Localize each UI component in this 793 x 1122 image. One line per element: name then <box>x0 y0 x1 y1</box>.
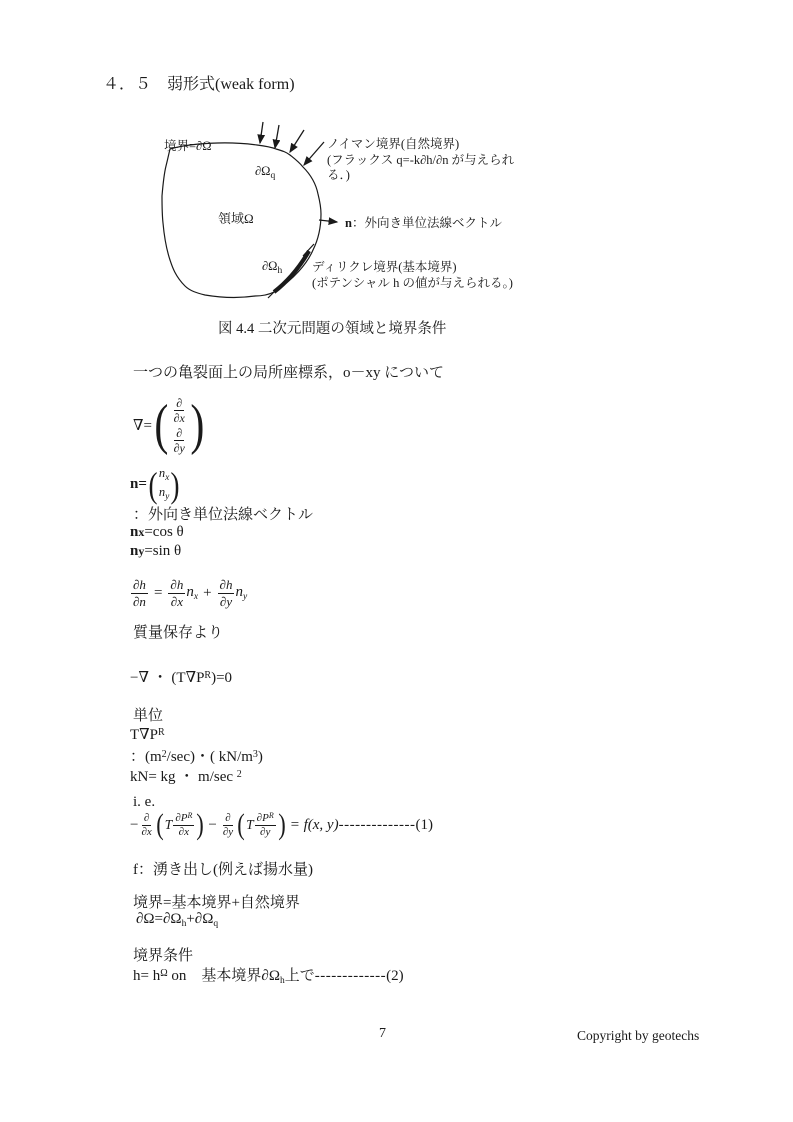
n-column: $n_x$ $n_y$ <box>158 466 170 502</box>
section-title: ４．５ 弱形式(weak form) <box>103 76 295 93</box>
right-paren: ) <box>277 808 286 842</box>
neumann-line1: ノイマン境界(自然境界) <box>327 137 460 151</box>
flux-arrow-4 <box>304 142 324 165</box>
omega-h-label: $\partial\Omega_h$ <box>262 259 283 276</box>
intro-line: 一つの亀裂面上の局所座標系，o－xy について <box>133 365 444 381</box>
normal-vector-equation: n= ( $n_x$ $n_y$ ) <box>130 464 180 505</box>
right-paren: ) <box>190 393 205 456</box>
leader-dots: ------------- <box>314 968 387 984</box>
figure-caption: 図 4.4 二次元問題の領域と境界条件 <box>218 321 447 337</box>
mass-conservation-note: 質量保存より <box>133 625 224 641</box>
unit-expression: $T\nabla P^R$ <box>130 727 165 743</box>
neumann-line3: る．) <box>327 168 350 182</box>
copyright-notice: Copyright by geotechs <box>577 1028 700 1043</box>
unit-line-1: ：$(m^2/\sec)$・( $kN/m^3$) <box>130 749 263 765</box>
f-definition: f：湧き出し(例えば揚水量) <box>133 862 313 878</box>
bc-equation-2: $h= h^\Omega$ on 基本境界$\partial\Omega_h$上で-------------(2) <box>133 968 404 986</box>
equation-number: (1) <box>415 816 434 833</box>
flux-arrow-3 <box>290 130 304 152</box>
equation-number: (2) <box>386 968 404 984</box>
ie-label: i. e. <box>133 794 156 810</box>
flux-arrow-2 <box>275 125 279 148</box>
left-paren: ( <box>148 464 158 505</box>
domain-label: 領域Ω <box>218 211 254 226</box>
unit-header: 単位 <box>133 708 164 724</box>
normal-vector-label: n：外向き単位法線ベクトル <box>345 216 502 230</box>
boundary-equation: $\partial\Omega=\partial\Omega_h+\partial\Omega_q$ <box>136 911 219 929</box>
right-paren: ) <box>170 464 180 505</box>
right-paren: ) <box>196 808 205 842</box>
nx-line: nx=cos θ <box>130 524 184 540</box>
boundary-label: 境界=∂Ω <box>164 139 212 153</box>
leader-dots: -------------- <box>338 816 416 833</box>
dirichlet-line1: ディリクレ境界(基本境界) <box>312 260 457 274</box>
bc-header: 境界条件 <box>133 948 194 964</box>
left-paren: ( <box>154 393 169 456</box>
page-number: 7 <box>379 1026 386 1041</box>
normal-vector-arrow <box>319 220 337 222</box>
governing-equation-1: − $\frac{\partial}{\partial x}$ ( T $\frac{\partial P^R}{\partial x}$ ) − $\frac{\partial}{\partial y}$ ( T $\frac{\partial P^R}{\partial y}$ ) = f(x, y) -------------- (1) <box>130 808 434 842</box>
nabla-equation: ∇= ( $\frac{\partial}{\partial x}$ $\frac{\partial}{\partial y}$ ) <box>133 393 205 456</box>
nabla-column: $\frac{\partial}{\partial x}$ $\frac{\partial}{\partial y}$ <box>173 396 185 456</box>
ny-line: ny=sin θ <box>130 543 182 559</box>
left-paren: ( <box>237 808 245 842</box>
dhdn-equation: $\frac{\partial h}{\partial n}$ = $\frac{\partial h}{\partial x}$ $n_x$ + $\frac{\partial h}{\partial y}$ $n_y$ <box>133 577 248 609</box>
unit-line-2: kN= kg ・ m/sec $^2$ <box>130 769 242 785</box>
segment-tick-bottom <box>268 286 280 298</box>
boundary-sum-line: 境界=基本境界+自然境界 <box>133 895 300 911</box>
flux-arrow-1 <box>260 122 263 143</box>
dirichlet-label <box>312 260 513 291</box>
omega-q-label: $\partial\Omega_q$ <box>255 164 276 181</box>
left-paren: ( <box>156 808 164 842</box>
neumann-label <box>327 137 514 184</box>
divergence-equation: −∇ ・ $(T\nabla P^R)=0$ <box>130 670 233 686</box>
neumann-line2: (フラックス q=-k∂h/∂n が与えられ <box>327 152 515 167</box>
dirichlet-line2: (ポテンシャル h の値が与えられる。) <box>312 275 513 290</box>
normal-note: ：外向き単位法線ベクトル <box>133 507 314 523</box>
